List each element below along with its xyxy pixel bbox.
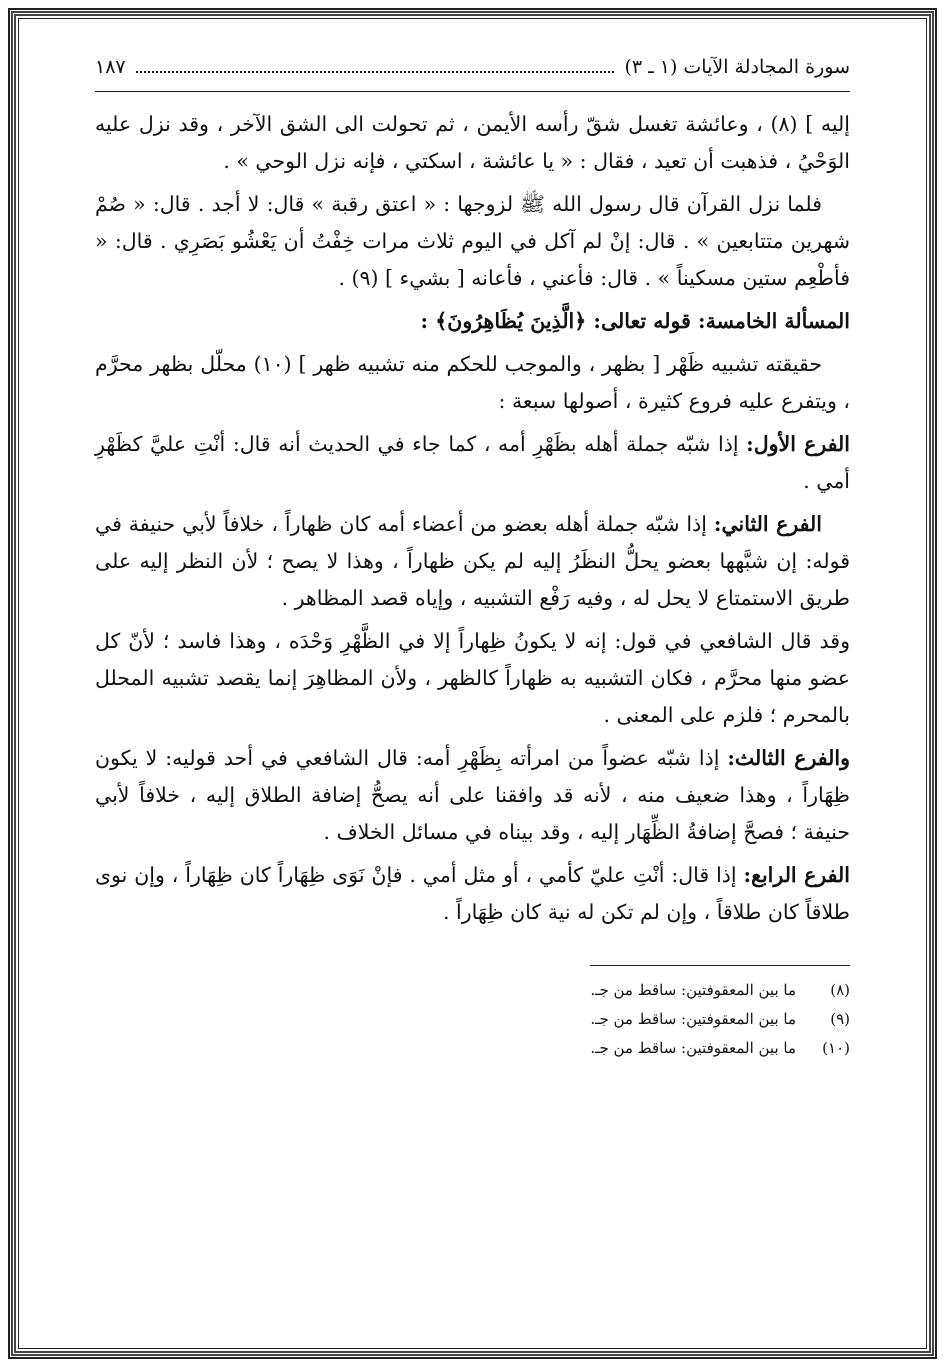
branch-2-continuation: وقد قال الشافعي في قول: إنه لا يكونُ ظِهاراً إلا في الظَّهْرِ وَحْدَه ، وهذا فاسد ؛ لأنّ كل عضو منها محرَّم ، فكان التشبيه به ظهاراً كالظهر ، ولأن المظاهِرَ إنما يقصد تشبيه المحلل بالمحرم ؛ فلزم على المعنى . [95, 629, 850, 727]
footnote-number: (٩) [830, 1010, 850, 1028]
branch-4-label: الفرع الرابع: [743, 863, 850, 887]
section-heading: المسألة الخامسة: قوله تعالى: ﴿الَّذِينَ يُظَاهِرُونَ﴾ : [420, 309, 850, 333]
chapter-title: سورة المجادلة الآيات (١ ـ ٣) [624, 56, 850, 78]
paragraph-1: إليه ] (٨) ، وعائشة تغسل شقّ رأسه الأيمن ، ثم تحولت الى الشق الآخر ، وقد نزل عليه الوَحْيُ ، فذهبت أن تعيد ، فقال : « يا عائشة ، اسكتي ، فإنه نزل الوحي » . [95, 112, 850, 173]
branch-1-label: الفرع الأول: [746, 432, 850, 456]
paragraph-2: فلما نزل القرآن قال رسول الله ﷺ لزوجها : « اعتق رقبة » قال: لا أجد . قال: « صُمْ شهرين متتابعين » . قال: إنْ لم آكل في اليوم ثلاث مرات خِفْتُ أن يَعْشُو بَصَرِي . قال: « فأطْعِم ستين مسكيناً » . قال: فأعني ، فأعانه [ بشيء ] (٩) . [95, 192, 850, 290]
branch-1-text: إذا شبّه جملة أهله بظَهْرِ أمه ، كما جاء في الحديث أنه قال: أنْتِ عليَّ كظَهْرِ أمي . [95, 432, 850, 493]
branch-2 [95, 506, 850, 617]
branch-4 [95, 857, 850, 931]
leader-dots [136, 55, 615, 73]
footnote-8 [95, 976, 850, 1005]
footnote-separator [590, 965, 850, 966]
footnote-number: (٨) [830, 981, 850, 999]
page-number: ١٨٧ [95, 56, 126, 78]
footnote-text: ما بين المعقوفتين: ساقط من جـ. [590, 981, 796, 999]
branch-3-label: والفرع الثالث: [727, 746, 850, 770]
branch-2-label: الفرع الثاني: [713, 512, 822, 536]
paragraph-definition: حقيقته تشبيه ظَهْر [ بظهر ، والموجب للحكم منه تشبيه ظهر ] (١٠) محلّل بظهر محرَّم ، ويتفرع عليه فروع كثيرة ، أصولها سبعة : [95, 352, 850, 413]
page-content [95, 55, 850, 1307]
footnote-number: (١٠) [822, 1039, 850, 1057]
running-header [95, 55, 850, 89]
footnote-10 [95, 1034, 850, 1063]
footnote-9 [95, 1005, 850, 1034]
branch-4-text: إذا قال: أنْتِ عليّ كأمي ، أو مثل أمي . فإنْ نَوَى ظِهَاراً كان ظِهَاراً ، وإن نوى طلاقاً كان طلاقاً ، وإن لم تكن له نية كان ظِهَاراً . [95, 863, 850, 924]
header-rule [95, 91, 850, 92]
footnote-text: ما بين المعقوفتين: ساقط من جـ. [590, 1039, 796, 1057]
branch-1 [95, 426, 850, 500]
footnotes [95, 976, 850, 1063]
branch-3 [95, 740, 850, 851]
branch-2-text: إذا شبّه جملة أهله بعضو من أعضاء أمه كان ظهاراً ، خلافاً لأبي حنيفة في قوله: إن شبَّهها بعضو يحلُّ النظَرُ إليه لم يكن ظهاراً ، وهذا لا يصح ؛ لأن النظر إليه على طريق الاستمتاع لا يحل له ، وفيه رَفْع التشبيه ، وإياه قصد المظاهر . [95, 512, 850, 610]
branch-3-text: إذا شبّه عضواً من امرأته بِظَهْرِ أمه: قال الشافعي في أحد قوليه: لا يكون ظِهَاراً ، وهذا ضعيف منه ، لأنه قد وافقنا على أنه يصحُّ إضافة الطلاق إليه ، خلافاً لأبي حنيفة ؛ فصحَّ إضافةُ الظِّهَار إليه ، وقد بيناه في مسائل الخلاف . [95, 746, 850, 844]
footnote-text: ما بين المعقوفتين: ساقط من جـ. [590, 1010, 796, 1028]
